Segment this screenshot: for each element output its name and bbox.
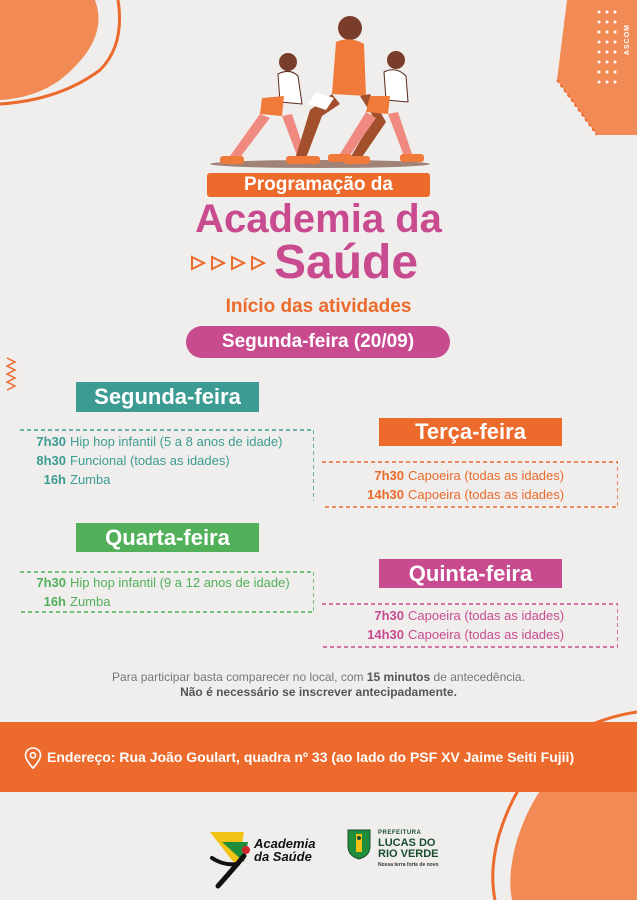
schedule-row: 16h Zumba [43,472,111,487]
participation-notice: Para participar basta comparecer no local, com 15 minutos de antecedência. Não é necessário se inscrever antecipadamente. [112,670,525,699]
schedule-row: 7h30 Hip hop infantil (5 a 8 anos de idade) [36,434,283,449]
day-badge-monday: Segunda-feira [76,382,259,412]
day-badge-thursday: Quinta-feira [379,559,562,588]
schedule-row: 7h30 Hip hop infantil (9 a 12 anos de idade) [36,575,290,590]
location-pin-icon [24,747,42,769]
day-badge-tuesday: Terça-feira [379,418,562,446]
page-title-line1: Academia da [195,197,442,241]
prefeitura-label: PREFEITURA [378,830,422,836]
city-name: LUCAS DO RIO VERDE [378,837,439,860]
start-date-badge: Segunda-feira (20/09) [186,326,450,358]
schedule-row: 8h30 Funcional (todas as idades) [36,453,230,468]
decorative-corner-top-right [527,0,637,140]
schedule-wednesday [20,571,314,613]
side-credit: ASCOM [624,24,631,56]
schedule-monday [20,429,314,501]
day-badge-wednesday: Quarta-feira [76,523,259,552]
squiggle-decoration [4,356,18,392]
schedule-thursday [322,603,618,648]
prefeitura-crest-icon [346,828,372,860]
decorative-corner-top-left [0,0,150,110]
city-slogan: Nossa terra forte de novo [378,862,439,868]
start-label: Início das atividades [225,296,412,317]
schedule-row: 14h30 Capoeira (todas as idades) [367,487,565,502]
exercise-illustration [200,6,440,172]
schedule-tuesday [322,461,618,508]
schedule-row: 7h30 Capoeira (todas as idades) [374,608,565,623]
schedule-row: 16h Zumba [43,594,111,609]
schedule-row: 7h30 Capoeira (todas as idades) [374,468,565,483]
arrows-icon [190,255,270,271]
page-title-line2: Saúde [274,236,419,289]
program-badge: Programação da [207,173,430,197]
schedule-row: 14h30 Capoeira (todas as idades) [367,627,565,642]
address-text: Endereço: Rua João Goulart, quadra nº 33 (ao lado do PSF XV Jaime Seiti Fujii) [47,749,575,765]
academia-logo-text: Academia da Saúde [254,836,316,864]
